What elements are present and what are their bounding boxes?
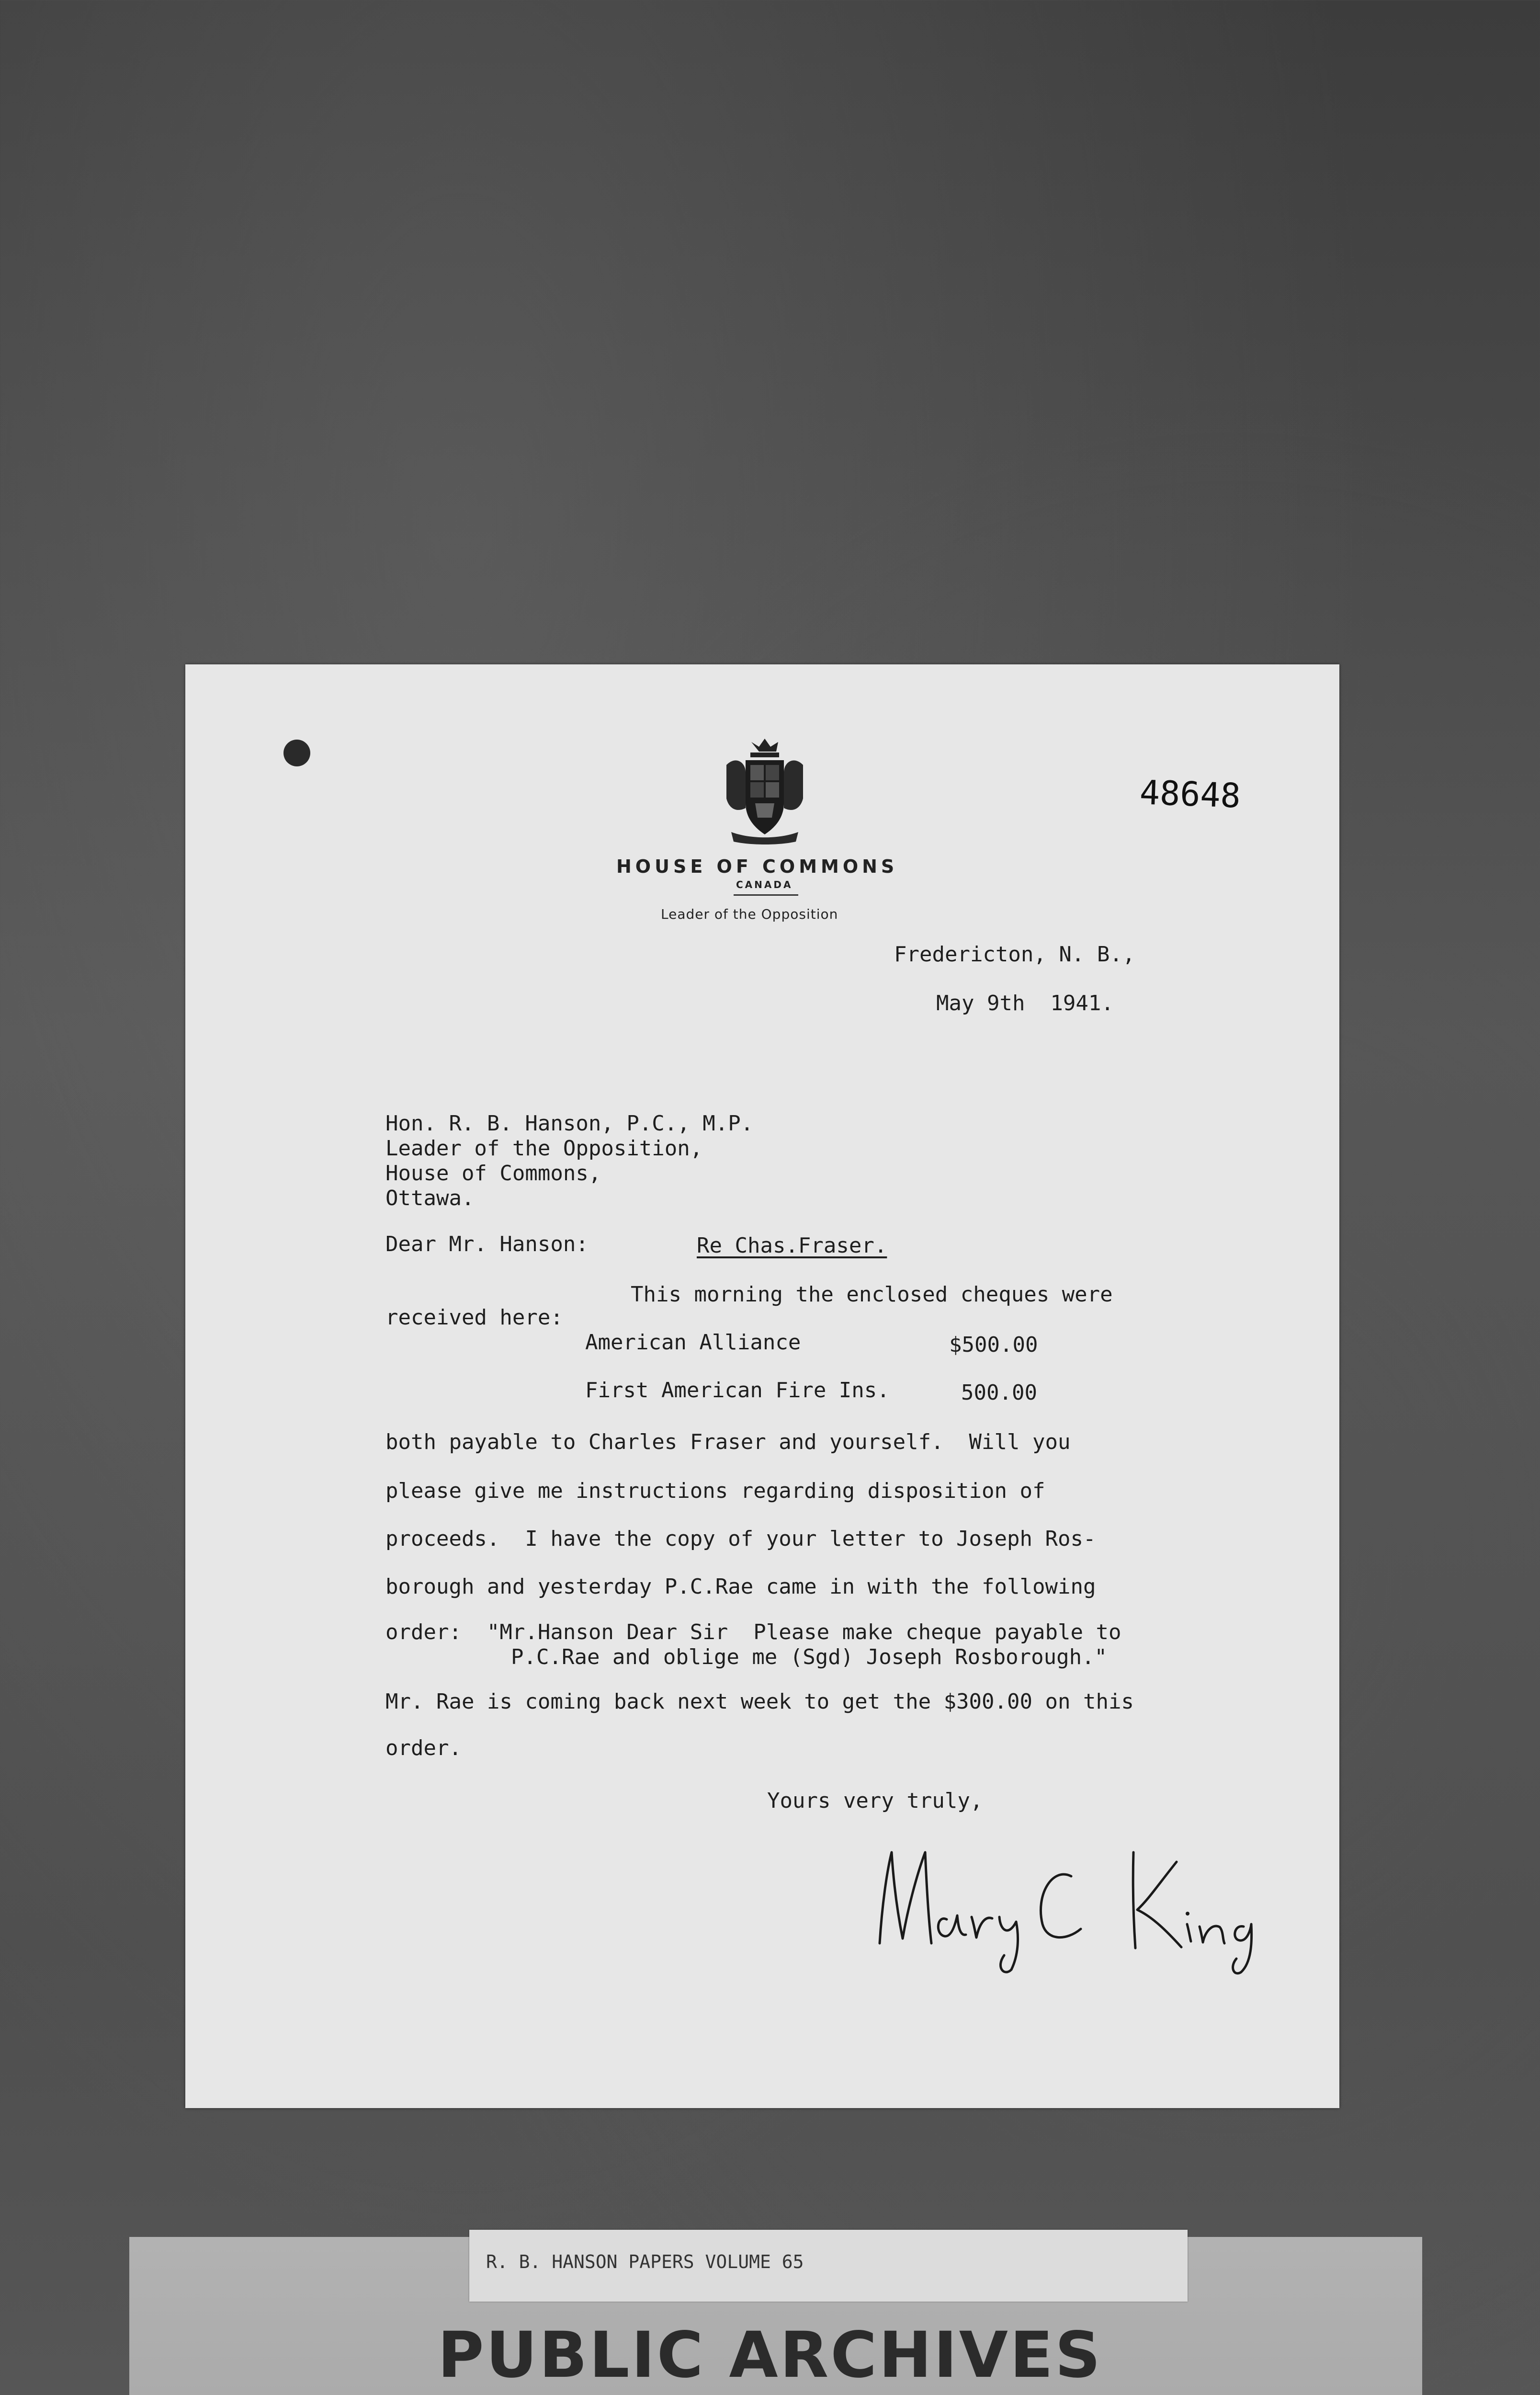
letterhead-country: CANADA [736, 879, 793, 890]
body-line: both payable to Charles Fraser and yourself. Will you [385, 1430, 1071, 1454]
subject-line: Re Chas.Fraser. [697, 1233, 887, 1258]
recipient-line: House of Commons, [385, 1161, 601, 1186]
cheque-amount: $500.00 [949, 1333, 1038, 1357]
punch-hole [283, 740, 310, 766]
complimentary-close: Yours very truly, [767, 1789, 983, 1813]
body-line: borough and yesterday P.C.Rae came in with the following [385, 1574, 1096, 1599]
recipient-line: Hon. R. B. Hanson, P.C., M.P. [385, 1111, 754, 1136]
cheque-amount: 500.00 [961, 1380, 1037, 1405]
recipient-line: Leader of the Opposition, [385, 1136, 703, 1161]
archive-title-english: PUBLIC ARCHIVES [437, 2318, 1103, 2392]
body-line: proceeds. I have the copy of your letter to Joseph Ros- [385, 1527, 1096, 1551]
body-line: received here: [385, 1305, 563, 1330]
letter-date: May 9th 1941. [936, 991, 1114, 1015]
letter-place: Fredericton, N. B., [894, 942, 1135, 967]
coat-of-arms-icon [717, 736, 813, 846]
cheque-payer: American Alliance [585, 1330, 801, 1355]
letterhead-house: HOUSE OF COMMONS [616, 856, 898, 877]
order-line: order: "Mr.Hanson Dear Sir Please make cheque payable to [385, 1620, 1121, 1644]
order-line: P.C.Rae and oblige me (Sgd) Joseph Rosborough." [511, 1645, 1108, 1669]
body-line: order. [385, 1736, 462, 1760]
body-line: Mr. Rae is coming back next week to get the $300.00 on this [385, 1689, 1134, 1714]
cheque-payer: First American Fire Ins. [585, 1378, 890, 1403]
letterhead-rule [734, 894, 798, 896]
handwritten-signature [846, 1833, 1277, 1977]
recipient-line: Ottawa. [385, 1186, 475, 1210]
document-number: 48648 [1139, 773, 1242, 816]
letter-sheet [185, 664, 1339, 2108]
body-line: This morning the enclosed cheques were [631, 1282, 1113, 1307]
body-line: please give me instructions regarding disposition of [385, 1479, 1045, 1503]
letterhead-office: Leader of the Opposition [661, 906, 838, 922]
volume-label: R. B. HANSON PAPERS VOLUME 65 [486, 2251, 804, 2272]
salutation: Dear Mr. Hanson: [385, 1232, 589, 1256]
